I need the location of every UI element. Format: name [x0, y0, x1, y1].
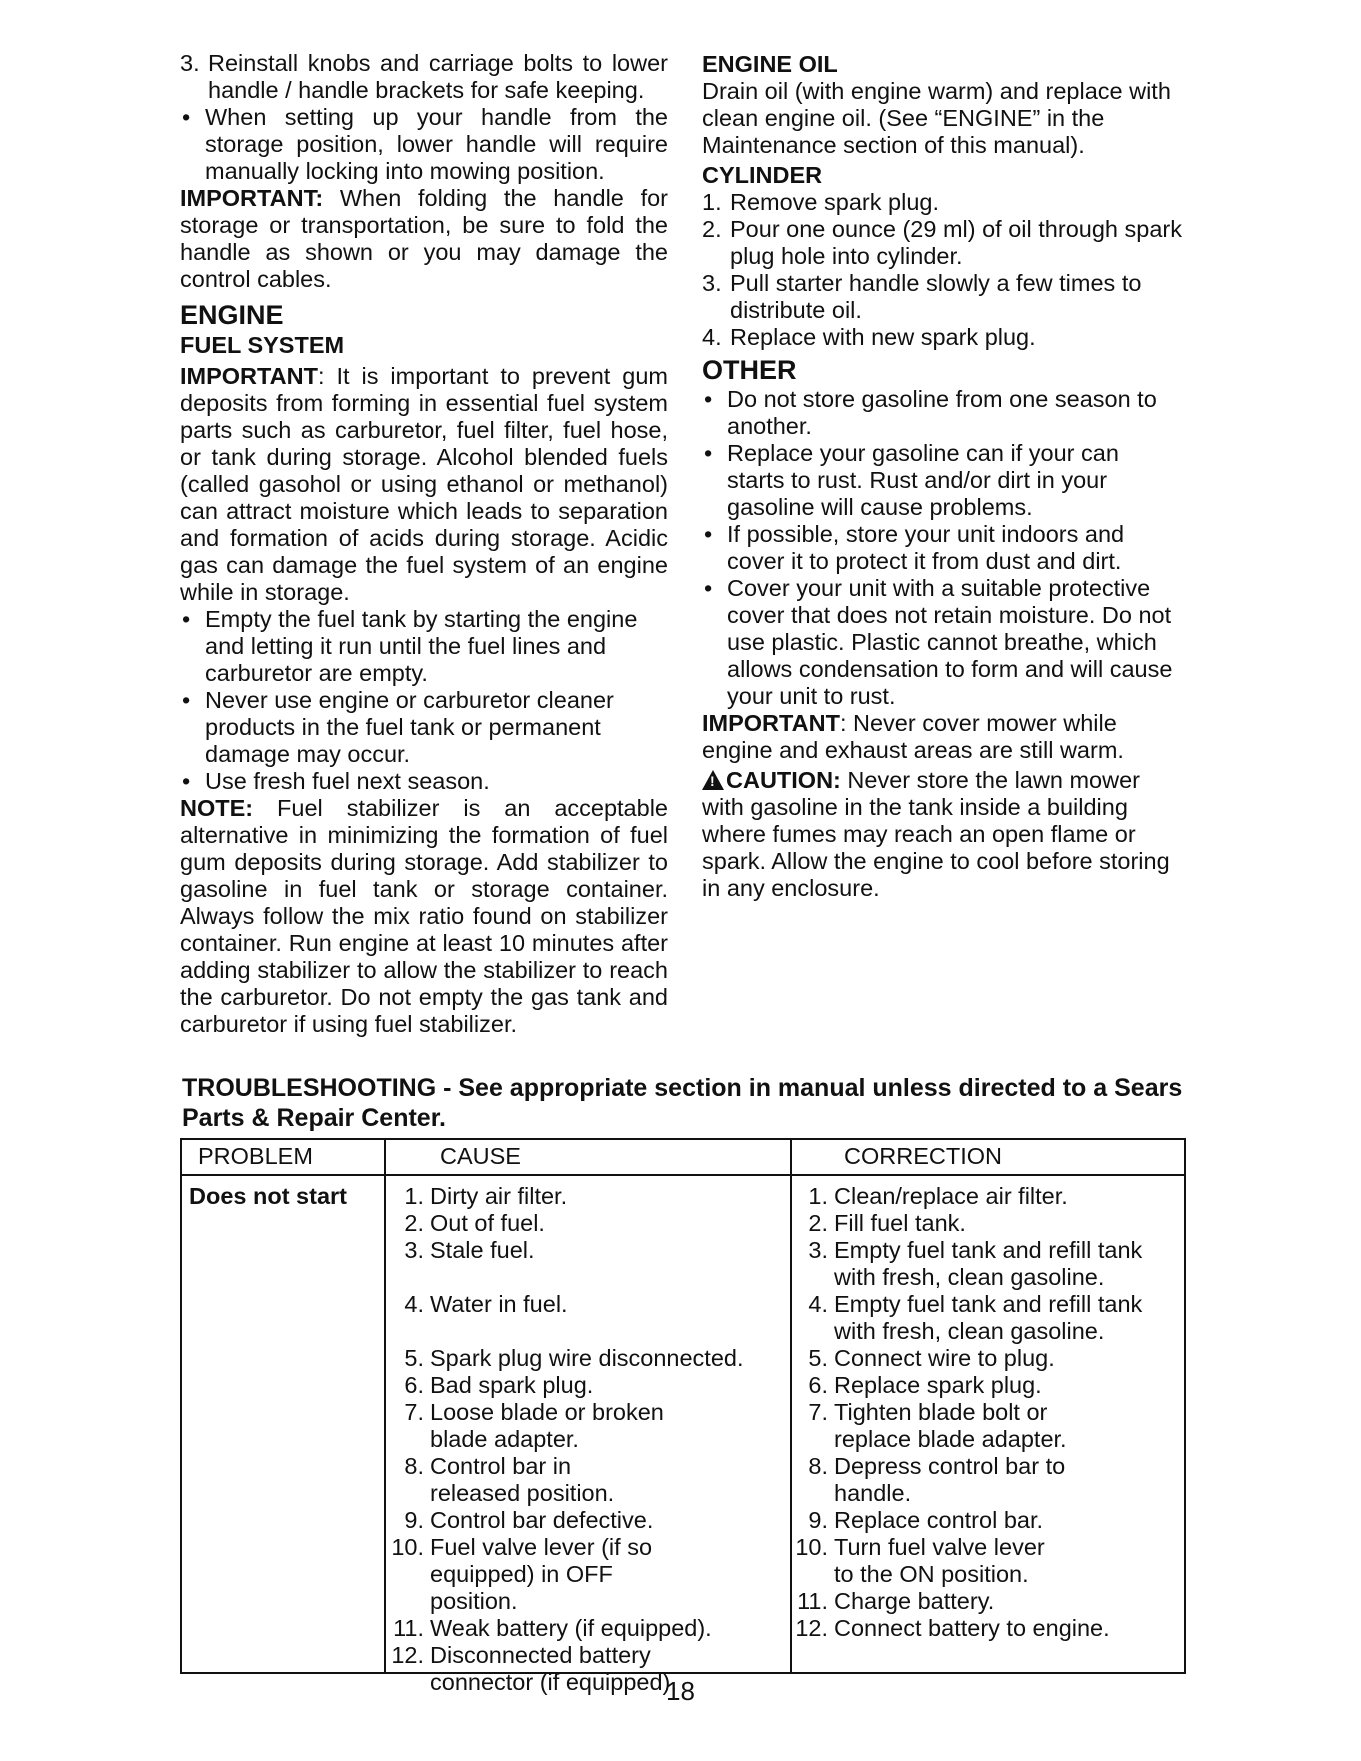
cause-item [390, 1345, 786, 1372]
correction-item [794, 1615, 1184, 1642]
bullet-icon: • [704, 440, 713, 466]
bullet-text: When setting up your handle from the storage position, lower handle will require manually locking into mowing position. [205, 104, 668, 184]
page-number: 18 [666, 1676, 695, 1706]
caution-label: CAUTION: [726, 767, 841, 793]
correction-item [794, 1534, 1184, 1588]
cause-item [390, 1291, 786, 1318]
item-text: Stale fuel. [430, 1237, 535, 1263]
warning-triangle-icon [702, 770, 724, 790]
bullet-empty-tank [180, 606, 668, 687]
correction-item [794, 1399, 1184, 1453]
troubleshooting-title: TROUBLESHOOTING - See appropriate section in manual unless directed to a Sears Parts & Repair Center. [182, 1074, 1183, 1132]
step-3 [180, 50, 668, 104]
item-text: Spark plug wire disconnected. [430, 1345, 744, 1371]
engine-oil-text: Drain oil (with engine warm) and replace with clean engine oil. (See “ENGINE” in the Maintenance section of this manual). [702, 78, 1171, 158]
item-text: Charge battery. [834, 1588, 995, 1614]
item-number: 6. [404, 1372, 424, 1398]
item-number: 2. [808, 1210, 828, 1236]
item-number: 4. [404, 1291, 424, 1317]
item-text: Out of fuel. [430, 1210, 545, 1236]
item-text: Bad spark plug. [430, 1372, 594, 1398]
bullet-text: Empty the fuel tank by starting the engine and letting it run until the fuel lines and carburetor are empty. [205, 606, 638, 686]
engine-heading: ENGINE [180, 300, 284, 330]
cause-item [390, 1507, 786, 1534]
item-text: Replace control bar. [834, 1507, 1044, 1533]
item-number: 8. [808, 1453, 828, 1479]
item-number: 10. [795, 1534, 828, 1560]
item-number: 4. [808, 1291, 828, 1317]
note-paragraph [180, 795, 668, 1038]
caution-text: Never store the lawn mower with gasoline in the tank inside a building where fumes may reach an open flame or spark. Allow the engine to cool before storing in any enclosure. [702, 767, 1170, 901]
cause-item [390, 1534, 786, 1615]
correction-item [794, 1588, 1184, 1615]
cause-item [390, 1372, 786, 1399]
cylinder-step [702, 270, 1182, 324]
item-number: 7. [404, 1399, 424, 1425]
item-text: Control bar in released position. [430, 1453, 615, 1506]
cylinder-step [702, 324, 1182, 351]
bullet-icon: • [182, 104, 191, 130]
item-number: 5. [404, 1345, 424, 1371]
correction-item [794, 1210, 1184, 1237]
correction-list [794, 1183, 1184, 1642]
column-divider [790, 1140, 792, 1672]
header-correction: CORRECTION [844, 1143, 1002, 1169]
bullet-text: Never use engine or carburetor cleaner products in the fuel tank or permanent damage may occur. [205, 687, 614, 767]
item-number: 11. [393, 1615, 424, 1641]
item-number: 8. [404, 1453, 424, 1479]
step-text: Pull starter handle slowly a few times to distribute oil. [730, 270, 1142, 323]
item-text: Turn fuel valve lever to the ON position. [834, 1534, 1045, 1587]
important-fold-paragraph [180, 185, 668, 293]
item-text: Water in fuel. [430, 1291, 568, 1317]
fuel-system-heading: FUEL SYSTEM [180, 332, 345, 358]
important-label: IMPORTANT [702, 710, 840, 736]
item-text: Clean/replace air filter. [834, 1183, 1068, 1209]
correction-item [794, 1453, 1184, 1507]
item-text: Connect battery to engine. [834, 1615, 1110, 1641]
important-text: When folding the handle for storage or transportation, be sure to fold the handle as shown or you may damage the control cables. [180, 185, 668, 292]
step-text: Replace with new spark plug. [730, 324, 1036, 350]
bullet-icon: • [182, 687, 191, 713]
step-text: Reinstall knobs and carriage bolts to lower handle / handle brackets for safe keeping. [208, 50, 668, 103]
item-text: Weak battery (if equipped). [430, 1615, 712, 1641]
caution-paragraph [702, 767, 1182, 902]
step-number: 3. [180, 50, 200, 76]
item-number: 3. [404, 1237, 424, 1263]
item-number: 12. [391, 1642, 424, 1668]
header-problem: PROBLEM [198, 1143, 313, 1169]
important-label: IMPORTANT: [180, 185, 324, 211]
important-cover-paragraph [702, 710, 1182, 764]
item-number: 1. [404, 1183, 424, 1209]
correction-item [794, 1183, 1184, 1210]
left-column [180, 50, 668, 1038]
bullet-text: Do not store gasoline from one season to another. [727, 386, 1157, 439]
item-text: Fill fuel tank. [834, 1210, 966, 1236]
step-number: 3. [702, 270, 722, 296]
bullet-icon: • [704, 575, 713, 601]
item-text: Loose blade or broken blade adapter. [430, 1399, 664, 1452]
engine-oil-heading: ENGINE OIL [702, 51, 838, 77]
cause-item [390, 1615, 786, 1642]
item-number: 6. [808, 1372, 828, 1398]
item-number: 7. [808, 1399, 828, 1425]
important-text: : Never cover mower while engine and exhaust areas are still warm. [702, 710, 1124, 763]
cause-item [390, 1399, 786, 1453]
bullet-icon: • [182, 768, 191, 794]
item-text: Empty fuel tank and refill tank with fresh, clean gasoline. [834, 1237, 1143, 1290]
important-text: : It is important to prevent gum deposits from forming in essential fuel system parts such as carburetor, fuel filter, fuel hose, or tank during storage. Alcohol blended fuels (called gasohol or using ethanol or methanol) can attract moisture which leads to separation and formation of acids during storage. Acidic gas can damage the fuel system of an engine while in storage. [180, 363, 668, 605]
item-number: 10. [391, 1534, 424, 1560]
bullet-fresh-fuel [180, 768, 668, 795]
bullet-text: Cover your unit with a suitable protective cover that does not retain moisture. Do not use plastic. Plastic cannot breathe, which allows condensation to form and will cause your unit to rust. [727, 575, 1173, 709]
bullet-handle-setup [180, 104, 668, 185]
important-label: IMPORTANT [180, 363, 318, 389]
note-text: Fuel stabilizer is an acceptable alternative in minimizing the formation of fuel gum deposits during storage. Add stabilizer to gasoline in fuel tank or storage container. Always follow the mix ratio found on stabilizer container. Run engine at least 10 minutes after adding stabilizer to allow the stabilizer to reach the carburetor. Do not empty the gas tank and carburetor if using fuel stabilizer. [180, 795, 668, 1037]
cylinder-heading: CYLINDER [702, 162, 823, 188]
item-text: Dirty air filter. [430, 1183, 568, 1209]
cylinder-step [702, 189, 1182, 216]
problem-cell: Does not start [189, 1183, 347, 1209]
item-text: Control bar defective. [430, 1507, 654, 1533]
item-number: 5. [808, 1345, 828, 1371]
header-cause: CAUSE [440, 1143, 521, 1169]
item-number: 1. [808, 1183, 828, 1209]
cause-item [390, 1183, 786, 1210]
item-text: Fuel valve lever (if so equipped) in OFF position. [430, 1534, 653, 1614]
item-text: Connect wire to plug. [834, 1345, 1055, 1371]
item-number: 3. [808, 1237, 828, 1263]
note-label: NOTE: [180, 795, 254, 821]
step-number: 4. [702, 324, 722, 350]
step-number: 2. [702, 216, 722, 242]
bullet-icon: • [704, 521, 713, 547]
step-number: 1. [702, 189, 722, 215]
cause-item [390, 1237, 786, 1264]
correction-item [794, 1507, 1184, 1534]
important-fuel-paragraph [180, 363, 668, 606]
item-text: Disconnected battery connector (if equipped). [430, 1642, 677, 1695]
cylinder-step [702, 216, 1182, 270]
bullet-icon: • [704, 386, 713, 412]
cause-item [390, 1210, 786, 1237]
cause-item [390, 1453, 786, 1507]
item-number: 2. [404, 1210, 424, 1236]
item-text: Tighten blade bolt or replace blade adapter. [834, 1399, 1067, 1452]
step-text: Remove spark plug. [730, 189, 939, 215]
other-bullet [702, 440, 1182, 521]
bullet-text: Replace your gasoline can if your can starts to rust. Rust and/or dirt in your gasoline will cause problems. [727, 440, 1119, 520]
right-column [702, 50, 1182, 902]
column-divider [384, 1140, 386, 1672]
correction-item [794, 1237, 1184, 1291]
item-text: Empty fuel tank and refill tank with fresh, clean gasoline. [834, 1291, 1143, 1344]
item-text: Depress control bar to handle. [834, 1453, 1066, 1506]
bullet-icon: • [182, 606, 191, 632]
header-divider [182, 1174, 1184, 1176]
other-bullet [702, 575, 1182, 710]
correction-item [794, 1345, 1184, 1372]
other-bullet [702, 386, 1182, 440]
cause-list [390, 1183, 786, 1696]
correction-item [794, 1291, 1184, 1345]
bullet-text: If possible, store your unit indoors and cover it to protect it from dust and dirt. [727, 521, 1125, 574]
item-number: 11. [797, 1588, 828, 1614]
item-number: 12. [795, 1615, 828, 1641]
bullet-no-cleaner [180, 687, 668, 768]
other-heading: OTHER [702, 355, 797, 385]
correction-item [794, 1372, 1184, 1399]
item-text: Replace spark plug. [834, 1372, 1042, 1398]
bullet-text: Use fresh fuel next season. [205, 768, 490, 794]
step-text: Pour one ounce (29 ml) of oil through spark plug hole into cylinder. [730, 216, 1182, 269]
other-bullet [702, 521, 1182, 575]
item-number: 9. [404, 1507, 424, 1533]
item-number: 9. [808, 1507, 828, 1533]
